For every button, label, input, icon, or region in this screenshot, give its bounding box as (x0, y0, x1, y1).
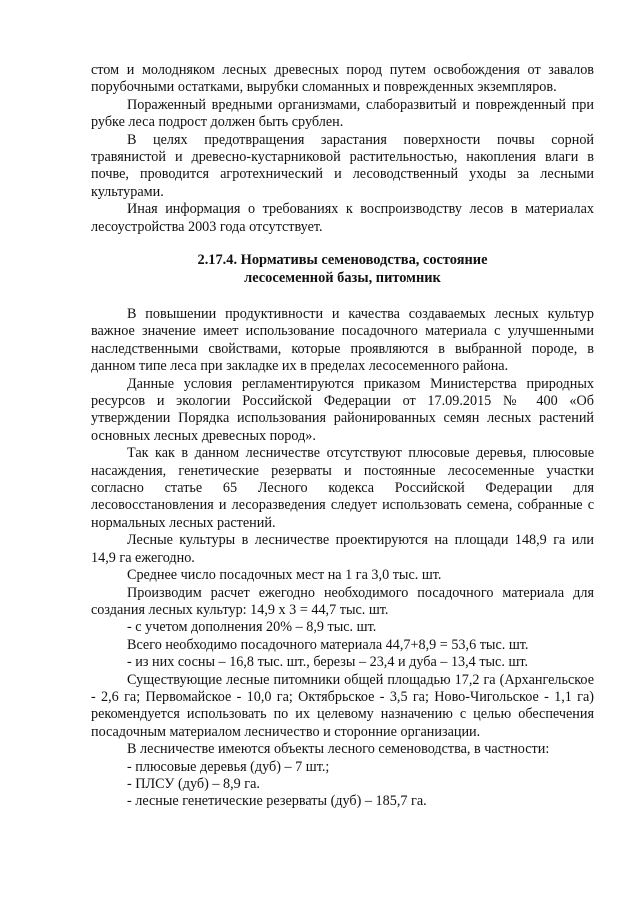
paragraph: Данные условия регламентируются приказом Министерства природных ресурсов и экологии Российской Федерации от 17.09.2015 № 400 «Об утверждении Порядка использования районированных семян лесных растений основных лесных древесных пород». (91, 375, 594, 444)
paragraph: Производим расчет ежегодно необходимого посадочного материала для создания лесных культур: 14,9 х 3 = 44,7 тыс. шт. (91, 584, 594, 618)
section-heading (91, 252, 594, 287)
paragraph: В повышении продуктивности и качества создаваемых лесных культур важное значение имеет использование посадочного материала с улучшенными наследственными свойствами, которые проявляются в выбранной породе, в данном типе леса при закладке их в пределах лесосеменного района. (91, 306, 594, 375)
seed-objects-list (91, 759, 594, 811)
paragraph: В лесничестве имеются объекты лесного семеноводства, в частности: (127, 741, 550, 758)
paragraph: Всего необходимо посадочного материала 44,7+8,9 = 53,6 тыс. шт. (127, 636, 529, 653)
list-item: - лесные генетические резерваты (дуб) – 185,7 га. (127, 793, 427, 810)
paragraph: - с учетом дополнения 20% – 8,9 тыс. шт. (127, 619, 377, 636)
section-body (91, 306, 594, 811)
paragraph: Существующие лесные питомники общей площадью 17,2 га (Архангельское - 2,6 га; Первомайское - 10,0 га; Октябрьское - 3,5 га; Ново-Чигольское - 1,1 га) рекомендуется использовать по их целевому назначению с целью обеспечения посадочным материалом лесничество и сторонние организации. (91, 671, 594, 740)
paragraph: Лесные культуры в лесничестве проектируются на площади 148,9 га или 14,9 га ежегодно. (91, 532, 594, 566)
list-item: - плюсовые деревья (дуб) – 7 шт.; (127, 758, 330, 775)
section-heading-line-2: лесосеменной базы, питомник (244, 269, 441, 286)
paragraph-continuation: стом и молодняком лесных древесных пород путем освобождения от завалов порубочными остатками, вырубки сломанных и поврежденных экземпляров. (91, 62, 594, 96)
paragraph: Так как в данном лесничестве отсутствуют плюсовые деревья, плюсовые насаждения, генетические резерваты и постоянные лесосеменные участки согласно статье 65 Лесного кодекса Российской Федерации для лесовосстановления и лесоразведения следует использовать семена, собранные с нормальных лесных растений. (91, 445, 594, 531)
paragraph: Среднее число посадочных мест на 1 га 3,0 тыс. шт. (127, 567, 442, 584)
paragraph: - из них сосны – 16,8 тыс. шт., березы – 23,4 и дуба – 13,4 тыс. шт. (127, 654, 529, 671)
paragraph: Иная информация о требованиях к воспроизводству лесов в материалах лесоустройства 2003 года отсутствует. (91, 201, 594, 235)
top-text-block (91, 62, 594, 236)
paragraph: Пораженный вредными организмами, слаборазвитый и поврежденный при рубке леса подрост должен быть срублен. (91, 96, 594, 131)
paragraph: В целях предотвращения зарастания поверхности почвы сорной травянистой и древесно-кустарниковой растительностью, накопления влаги в почве, проводится агротехнический и лесоводственный уходы за лесными культурами. (91, 131, 594, 200)
section-heading-line-1: 2.17.4. Нормативы семеноводства, состояние (197, 252, 488, 268)
list-item: - ПЛСУ (дуб) – 8,9 га. (127, 775, 260, 792)
